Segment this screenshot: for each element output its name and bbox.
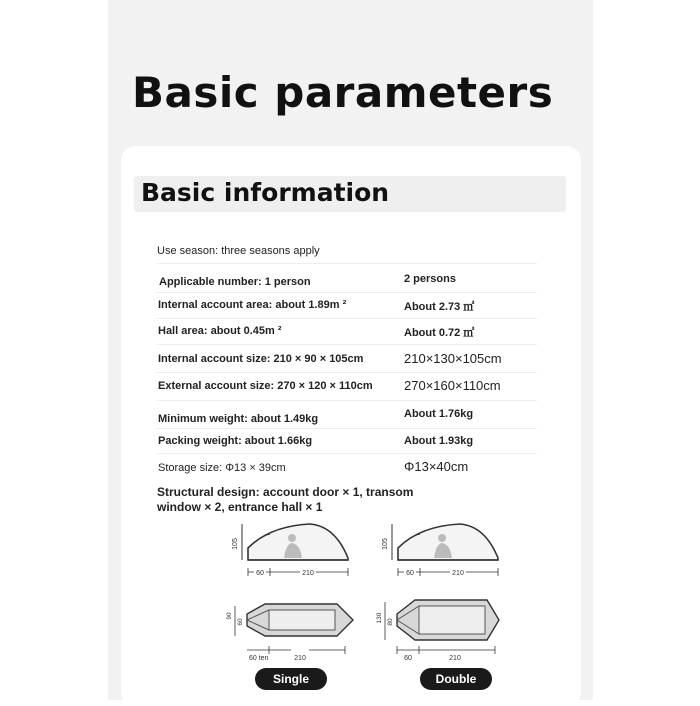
single-top-width2-label: 60 (237, 618, 244, 626)
spec-internal-area-double: About 2.73 ㎡ (404, 301, 475, 313)
spec-external-size: External account size: 270 × 120 × 110cm (158, 380, 373, 392)
single-side-hall-label: 60 (256, 570, 264, 577)
spec-storage-size-double: Φ13×40cm (404, 459, 469, 474)
single-side-height-label: 105 (232, 538, 239, 550)
row-divider (157, 292, 537, 293)
double-top-width2-label: 80 (387, 618, 394, 626)
double-side-view-diagram (380, 518, 510, 580)
single-top-view-diagram (225, 598, 355, 668)
spec-applicable-number-double: 2 persons (404, 273, 456, 285)
row-divider (157, 400, 537, 401)
structural-line-2: window × 2, entrance hall × 1 (157, 500, 323, 514)
single-top-hall-label: 60 ten (249, 655, 269, 662)
spec-minimum-weight: Minimum weight: about 1.49kg (158, 413, 319, 425)
double-top-hall-label: 60 (404, 655, 412, 662)
double-top-view-diagram (375, 598, 505, 668)
single-side-view-diagram (230, 518, 360, 580)
spec-applicable-number: Applicable number: 1 person (159, 276, 311, 288)
spec-packing-weight-double: About 1.93kg (404, 435, 474, 447)
spec-hall-area-double: About 0.72 ㎡ (404, 327, 475, 339)
double-side-hall-label: 60 (406, 570, 414, 577)
spec-storage-size: Storage size: Φ13 × 39cm (158, 462, 286, 474)
spec-internal-size-double: 210×130×105cm (404, 351, 502, 366)
spec-external-size-double: 270×160×110cm (404, 378, 501, 393)
spec-minimum-weight-double: About 1.76kg (404, 408, 474, 420)
spec-internal-area: Internal account area: about 1.89m ² (158, 299, 347, 311)
row-divider (157, 372, 537, 373)
spec-packing-weight: Packing weight: about 1.66kg (158, 435, 313, 447)
row-divider (157, 453, 537, 454)
page-title: Basic parameters (132, 68, 554, 117)
double-top-width1-label: 130 (376, 612, 383, 624)
single-side-length-label: 210 (302, 570, 314, 577)
structural-line-1: Structural design: account door × 1, transom (157, 485, 414, 499)
single-top-width1-label: 90 (226, 612, 233, 620)
double-top-length-label: 210 (449, 655, 461, 662)
double-label-pill: Double (420, 668, 492, 690)
double-side-length-label: 210 (452, 570, 464, 577)
use-season-text: Use season: three seasons apply (157, 245, 320, 257)
single-label-pill: Single (255, 668, 327, 690)
spec-internal-size: Internal account size: 210 × 90 × 105cm (158, 353, 364, 365)
row-divider (157, 428, 537, 429)
row-divider (157, 263, 537, 264)
row-divider (157, 344, 537, 345)
single-top-length-label: 210 (294, 655, 306, 662)
section-title: Basic information (141, 178, 390, 207)
structural-design (157, 485, 457, 515)
row-divider (157, 318, 537, 319)
double-side-height-label: 105 (382, 538, 389, 550)
spec-hall-area: Hall area: about 0.45m ² (158, 325, 282, 337)
